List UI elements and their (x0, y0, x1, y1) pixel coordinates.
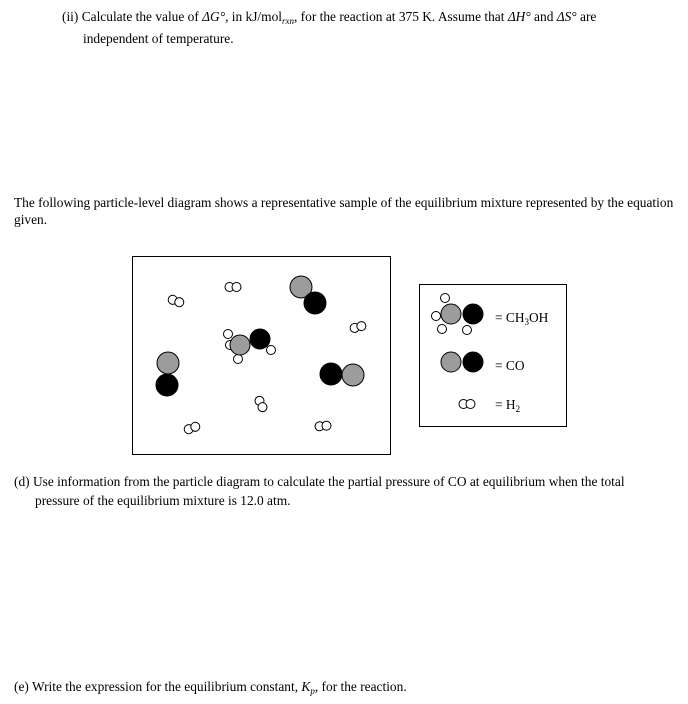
question-d-line2: pressure of the equilibrium mixture is 12.0 atm. (35, 493, 291, 508)
delta-h-symbol: ΔH° (507, 9, 531, 24)
ch3oh-molecule (224, 329, 276, 364)
question-d-line1: (d) Use information from the particle diagram to calculate the partial pressure of CO at equilibrium when the total (14, 474, 625, 489)
co-molecule (290, 276, 326, 314)
question-ii-unit: , in kJ/mol (225, 9, 282, 24)
legend-ch3oh-label: = $CH_3OH$ (495, 310, 549, 327)
delta-g-symbol: ΔG° (202, 9, 226, 24)
legend-co-label: = CO (495, 358, 525, 373)
h2-molecule (225, 283, 241, 292)
h2-molecule (315, 421, 332, 431)
question-ii-end: are (576, 9, 597, 24)
h2-molecule (349, 321, 367, 334)
legend-box (420, 285, 567, 427)
legend-ch3oh-icon (432, 294, 484, 335)
legend-h2-label: = $H_2$ (495, 397, 521, 414)
co-molecule (156, 352, 179, 396)
kp-symbol: K (301, 679, 311, 694)
question-ii-prefix: (ii) Calculate the value of (62, 9, 203, 24)
co-molecule (320, 363, 364, 386)
rxn-subscript: rxn (281, 16, 294, 26)
intro-paragraph: The following particle-level diagram shows a representative sample of the equilibrium mixture represented by the equation given. (14, 195, 674, 227)
kp-subscript: p (310, 686, 315, 696)
h2-molecule (254, 395, 269, 413)
question-ii-line2: independent of temperature. (83, 31, 234, 46)
question-e (14, 678, 674, 700)
delta-s-symbol: ΔS° (556, 9, 577, 24)
h2-molecule (183, 421, 201, 435)
question-d (14, 472, 684, 510)
question-ii-mid: , for the reaction at 375 K. Assume that (293, 9, 508, 24)
question-ii-and: and (530, 9, 557, 24)
h2-molecule (167, 294, 185, 308)
question-e-prefix: (e) Write the expression for the equilibrium constant, (14, 679, 302, 694)
legend-h2-icon (459, 400, 475, 409)
legend-co-icon (441, 352, 483, 372)
question-e-suffix: , for the reaction. (314, 679, 407, 694)
